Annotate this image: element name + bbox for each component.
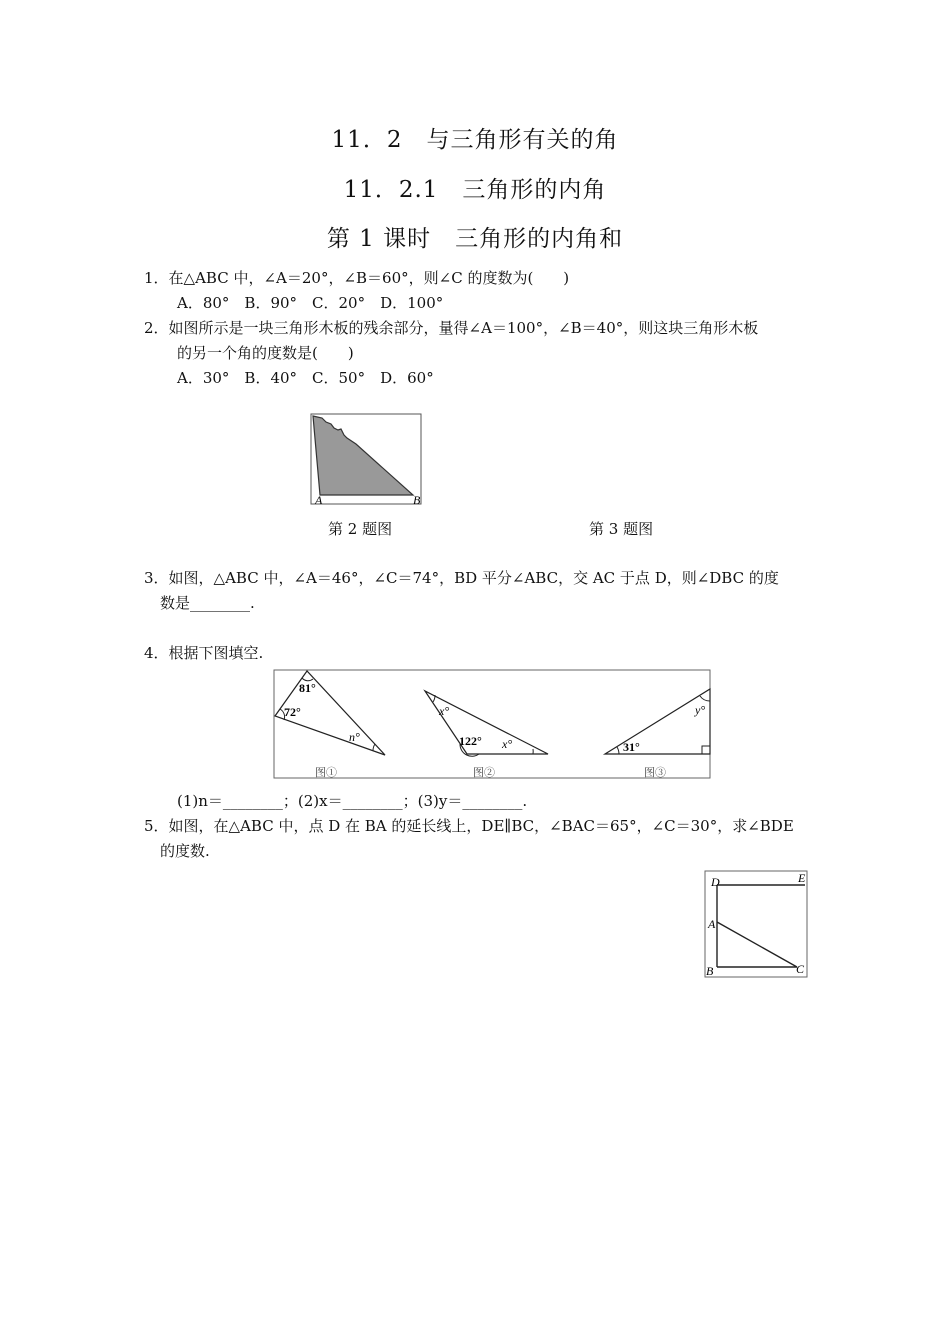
angle-label-31: 31° xyxy=(623,740,640,754)
figure-frame xyxy=(274,670,710,778)
vertex-label-a: A xyxy=(708,917,716,931)
angle-label-x-top: x° xyxy=(439,704,450,718)
vertex-label-b: B xyxy=(706,964,714,978)
vertex-label-c: C xyxy=(796,962,805,976)
question-4-answers: (1)n＝________；(2)x＝________；(3)y＝________. xyxy=(177,792,528,810)
question-4-stem: 4．根据下图填空. xyxy=(144,644,264,662)
section-title: 11．2 与三角形有关的角 xyxy=(331,127,619,153)
question-3-line2: 数是________. xyxy=(160,594,255,612)
question-5-line2: 的度数. xyxy=(160,842,210,860)
triangle-3-caption: 图③ xyxy=(644,767,666,779)
angle-label-n: n° xyxy=(349,730,360,744)
broken-board-shape xyxy=(313,416,413,495)
figure-3-caption: 第 3 题图 xyxy=(589,520,654,538)
angle-label-81: 81° xyxy=(299,681,316,695)
angle-label-122: 122° xyxy=(459,734,482,748)
question-4-figure xyxy=(273,669,713,781)
angle-label-72: 72° xyxy=(284,705,301,719)
question-1-options: A．80° B．90° C．20° D．100° xyxy=(177,294,444,312)
question-2-stem-line1: 2．如图所示是一块三角形木板的残余部分，量得∠A＝100°，∠B＝40°，则这块三角形木板 xyxy=(144,319,759,337)
triangle-1 xyxy=(275,671,385,779)
segment-ac xyxy=(717,922,797,967)
question-2-figure xyxy=(310,413,424,507)
triangle-1-caption: 图① xyxy=(315,767,337,779)
lesson-title: 第 1 课时 三角形的内角和 xyxy=(326,226,624,252)
figure-2-caption: 第 2 题图 xyxy=(328,520,393,538)
question-5-line1: 5．如图，在△ABC 中，点 D 在 BA 的延长线上，DE∥BC，∠BAC＝65°，∠C＝30°，求∠BDE xyxy=(144,817,794,835)
vertex-label-b: B xyxy=(413,493,421,507)
angle-label-y: y° xyxy=(695,703,706,717)
triangle-2-caption: 图② xyxy=(473,767,495,779)
subsection-title: 11．2.1 三角形的内角 xyxy=(343,177,607,203)
question-1-stem: 1．在△ABC 中，∠A＝20°，∠B＝60°，则∠C 的度数为( ) xyxy=(144,269,570,287)
question-3-line1: 3．如图，△ABC 中，∠A＝46°，∠C＝74°，BD 平分∠ABC，交 AC 于点 D，则∠DBC 的度 xyxy=(144,569,779,587)
triangle-2 xyxy=(425,691,548,779)
question-5-figure xyxy=(704,870,810,980)
vertex-label-a: A xyxy=(315,493,323,507)
question-2-stem-line2: 的另一个角的度数是( ) xyxy=(177,344,354,362)
triangle-3 xyxy=(605,689,710,779)
vertex-label-e: E xyxy=(798,871,806,885)
vertex-label-d: D xyxy=(711,875,720,889)
question-2-options: A．30° B．40° C．50° D．60° xyxy=(177,369,434,387)
angle-label-x-right: x° xyxy=(502,737,513,751)
